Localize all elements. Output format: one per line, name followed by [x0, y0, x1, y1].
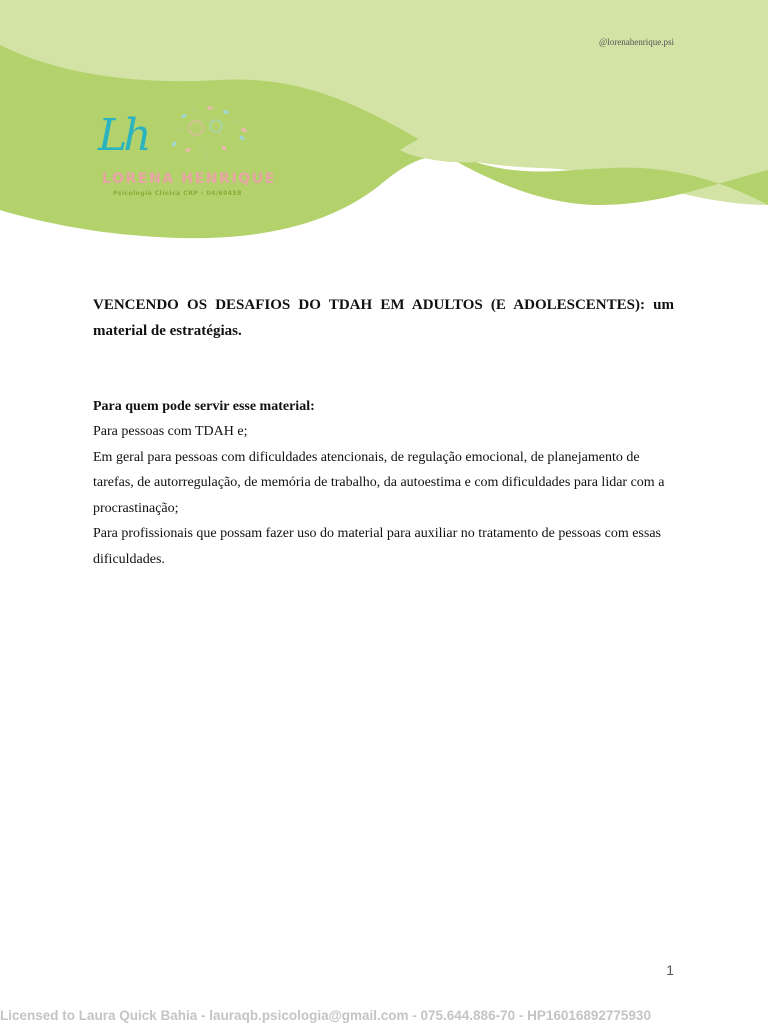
logo [96, 104, 276, 200]
list-item: Para pessoas com TDAH e; [93, 424, 248, 439]
title-line-1: VENCENDO OS DESAFIOS DO TDAH EM ADULTOS (E ADOLESCENTES): um [93, 297, 674, 313]
list-item: Para profissionais que possam fazer uso do material para auxiliar no tratamento de pessoas com essas dificuldades. [93, 526, 661, 567]
logo-subtitle: Psicologia Clínica CRP - 04/60458 [113, 190, 242, 197]
list-item: Em geral para pessoas com dificuldades atencionais, de regulação emocional, de planejamento de tarefas, de autorregulação, de memória de trabalho, da autoestima e com dificuldades para lidar com a procrastinação; [93, 449, 665, 516]
page-number: 1 [666, 962, 674, 978]
document-title [93, 292, 674, 344]
section-heading: Para quem pode servir esse material: [93, 399, 315, 414]
document-body [93, 292, 674, 572]
logo-name: LORENA HENRIQUE [102, 171, 276, 187]
logo-monogram: Lh [98, 110, 148, 161]
title-line-2: material de estratégias. [93, 323, 242, 339]
license-watermark: Licensed to Laura Quick Bahia - lauraqb.psicologia@gmail.com - 075.644.886-70 - HP16016892775930 [0, 1008, 651, 1023]
social-handle: @lorenahenrique.psi [598, 37, 674, 47]
